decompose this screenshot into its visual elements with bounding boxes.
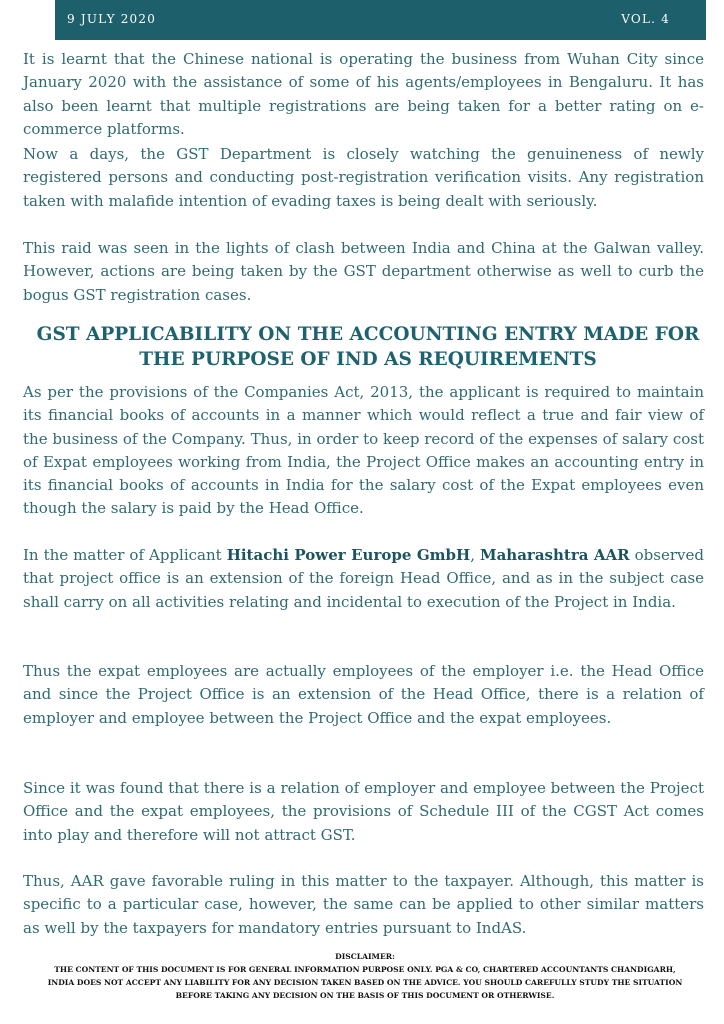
issue-date: 9 JULY 2020	[67, 12, 157, 26]
article-paragraph-3: Thus the expat employees are actually employees of the employer i.e. the Head Office and since the Project Office is an extension of the Head Office, there is a relation of employer and employee between the Project Office and the expat employees.	[23, 662, 704, 727]
intro-paragraph-1: It is learnt that the Chinese national is operating the business from Wuhan City since January 2020 with the assistance of some of his agents/employees in Bengaluru. It has also been learnt that multiple registrations are being taken for a better rating on e-commerce platforms.	[23, 50, 704, 138]
applicant-name: Hitachi Power Europe GmbH	[226, 546, 471, 564]
article-paragraph-4: Since it was found that there is a relation of employer and employee between the Project Office and the expat employees, the provisions of Schedule III of the CGST Act comes into play and therefore will not attract GST.	[23, 779, 704, 844]
intro-paragraph-2: Now a days, the GST Department is closely watching the genuineness of newly registered persons and conducting post-registration verification visits. Any registration taken with malafide intention of evading taxes is being dealt with seriously.	[23, 145, 704, 210]
disclaimer	[40, 950, 690, 1002]
authority-name: Maharashtra AAR	[479, 546, 630, 564]
article-paragraph-2	[23, 544, 704, 614]
text-segment: ,	[470, 546, 480, 564]
disclaimer-text: THE CONTENT OF THIS DOCUMENT IS FOR GENERAL INFORMATION PURPOSE ONLY. PGA & CO, CHARTERED ACCOUNTANTS CHANDIGARH, INDIA DOES NOT ACCEPT ANY LIABILITY FOR ANY DECISION TAKEN BASED ON THE ADVICE. YOU SHOULD CAREFULLY STUDY THE SITUATION BEFORE TAKING ANY DECISION ON THE BASIS OF THIS DOCUMENT OR OTHERWISE.	[47, 965, 683, 1000]
newsletter-header	[55, 0, 706, 40]
text-segment: observed that project office is an extension of the foreign Head Office, and as in the subject case shall carry on all activities relating and incidental to execution of the Project in India.	[23, 546, 704, 611]
text-segment: In the matter of Applicant	[23, 546, 227, 564]
disclaimer-title: DISCLAIMER:	[335, 952, 395, 961]
volume-number: VOL. 4	[621, 12, 670, 26]
intro-paragraph-3: This raid was seen in the lights of clash between India and China at the Galwan valley. However, actions are being taken by the GST department otherwise as well to curb the bogus GST registration cases.	[23, 239, 704, 304]
section-heading: GST APPLICABILITY ON THE ACCOUNTING ENTRY MADE FOR THE PURPOSE OF IND AS REQUIREMENTS	[36, 324, 700, 370]
article-paragraph-5: Thus, AAR gave favorable ruling in this matter to the taxpayer. Although, this matter is specific to a particular case, however, the same can be applied to other similar matters as well by the taxpayers for mandatory entries pursuant to IndAS.	[23, 872, 704, 937]
article-paragraph-1: As per the provisions of the Companies Act, 2013, the applicant is required to maintain its financial books of accounts in a manner which would reflect a true and fair view of the business of the Company. Thus, in order to keep record of the expenses of salary cost of Expat employees working from India, the Project Office makes an accounting entry in its financial books of accounts in India for the salary cost of the Expat employees even though the salary is paid by the Head Office.	[23, 383, 704, 518]
